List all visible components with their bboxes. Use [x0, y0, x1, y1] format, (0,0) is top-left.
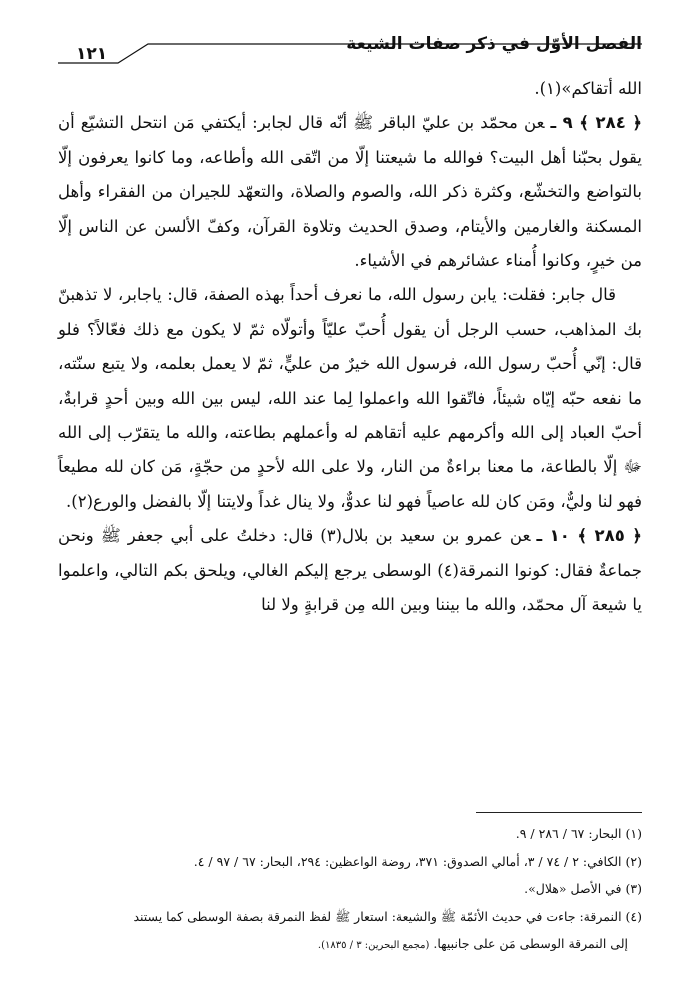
footnote-3: (٣) في الأصل «هلال». [524, 881, 642, 896]
footnote-4: (٤) النمرقة: جاءت في حديث الأئمّة ﷺ والشيعة: استعار ﷺ لفظ النمرقة بصفة الوسطى كما يستند [133, 908, 642, 924]
hadith-text: عن عمرو بن سعيد بن بلال(٣) قال: دخلتُ على أبي جعفر ﷺ ونحن جماعةٌ فقال: كونوا النمرقة(٤) الوسطى يرجع إليكم الغالي، ويلحق بكم التالي، واعلموا يا شيعة آل محمّد، والله ما بيننا وبين الله مِن قرابةٍ ولا لنا [58, 526, 642, 615]
hadith-number: ﴿ ٢٨٤ ﴾ ٩ ـ [550, 113, 642, 133]
page-header [58, 30, 642, 70]
hadith-284 [58, 106, 642, 278]
hadith-number: ﴿ ٢٨٥ ﴾ ١٠ ـ [536, 526, 642, 546]
main-text [58, 72, 642, 623]
footnote-separator [476, 812, 642, 813]
footnotes [58, 820, 642, 960]
jabir-dialogue-paragraph: قال جابر: فقلت: يابن رسول الله، ما نعرف أحداً بهذه الصفة، قال: ياجابر، لا تذهبنّ بك المذاهب، حسب الرجل أن يقول أُحبّ عليّاً وأتولّاه ثمّ لا يكون مع ذلك فعّالاً؟ فلو قال: إنّي أُحبّ رسول الله، فرسول الله خيرٌ من عليٍّ، ثمّ لا يعمل بعلمه، ولا يتبع سنّته، ما نفعه حبّه إيّاه شيئاً، فاتّقوا الله واعملوا لِما عند الله، ليس بين الله وبين أحدٍ قرابةٌ، أحبّ العباد إلى الله وأكرمهم عليه أتقاهم له وأعملهم بطاعته، والله ما يتقرّب إلى الله ﷻ إلّا بالطاعة، ما معنا براءةٌ من النار، ولا على الله لأحدٍ من حجّةٍ، مَن كان لله مطيعاً فهو لنا وليٌّ، ومَن كان لله عاصياً فهو لنا عدوٌّ، ولا ينال غداً ولايتنا إلّا بالفضل والورع(٢). [58, 285, 642, 511]
footnote-4-source: (مجمع البحرين: ٣ / ١٨٣٥). [317, 940, 430, 951]
footnote-4-continuation [58, 930, 642, 960]
footnote-2: (٢) الكافي: ٢ / ٧٤ / ٣، أمالي الصدوق: ٣٧١، روضة الواعظين: ٢٩٤، البحار: ٦٧ / ٩٧ / ٤. [193, 853, 642, 869]
page-number: ١٢١ [76, 44, 108, 64]
footnote-4-text: إلى النمرقة الوسطى مَن على جانبيها. [433, 936, 628, 951]
hadith-text: عن محمّد بن عليّ الباقر ﷺ أنّه قال لجابر: أيكتفي مَن انتحل التشيّع أن يقول بحبّنا أهل البيت؟ فوالله ما شيعتنا إلّا من اتّقى الله وأطاعه، وما كانوا يعرفون إلّا بالتواضع والتخشّع، وكثرة ذكر الله، والصوم والصلاة، والتعهّد للجيران من الفقراء وأهل المسكنة والغارمين والأيتام، وصدق الحديث وتلاوة القرآن، وكفّ الألسن عن الناس إلّا من خيرٍ، وكانوا أُمناء عشائرهم في الأشياء. [58, 113, 642, 271]
paragraph-continuation: الله أتقاكم»(١). [534, 79, 642, 98]
footnote-1: (١) البحار: ٦٧ / ٢٨٦ / ٩. [515, 826, 642, 841]
chapter-title: الفصل الأوّل في ذكر صفات الشيعة [346, 34, 642, 54]
hadith-285 [58, 519, 642, 622]
